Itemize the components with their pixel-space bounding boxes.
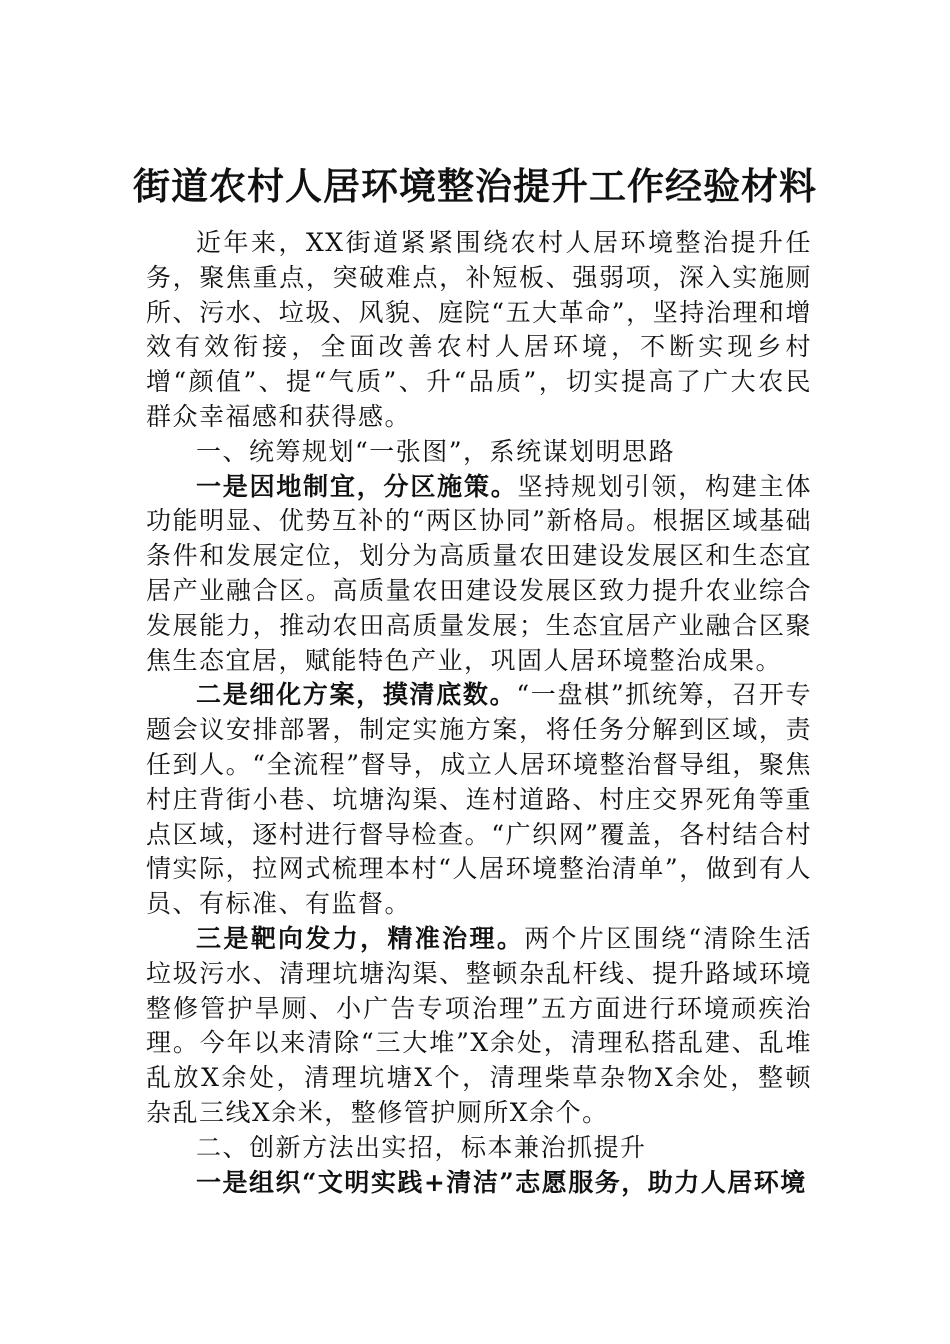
section-2-heading: 二、创新方法出实招，标本兼治抓提升: [196, 1132, 647, 1162]
intro-paragraph: 近年来，XX街道紧紧围绕农村人居环境整治提升任务，聚焦重点，突破难点，补短板、强弱项，深入实施厕所、污水、垃圾、风貌、庭院“五大革命”，坚持治理和增效有效衔接，全面改善农村人居环境，不断实现乡村增“颜值”、提“气质”、升“品质”，切实提高了广大农民群众幸福感和获得感。: [146, 228, 812, 431]
document-title: 街道农村人居环境整治提升工作经验材料: [133, 164, 817, 208]
section-2-item-1: [146, 1166, 812, 1201]
item-lead: 三是靶向发力，精准治理。: [196, 923, 525, 953]
section-1-item-2: [146, 678, 812, 922]
item-text: 坚持规划引领，构建主体功能明显、优势互补的“两区协同”新格局。根据区域基础条件和发展定位，划分为高质量农田建设发展区和生态宜居产业融合区。高质量农田建设发展区致力提升农业综合发展能力，推动农田高质量发展；生态宜居产业融合区聚焦生态宜居，赋能特色产业，巩固人居环境整治成果。: [146, 471, 812, 675]
document-body: [146, 226, 812, 1200]
item-text: 两个片区围绕“清除生活垃圾污水、清理坑塘沟渠、整顿杂乱杆线、提升路域环境整修管护旱厕、小广告专项治理”五方面进行环境顽疾治理。今年以来清除“三大堆”X余处，清理私搭乱建、乱堆乱放X余处，清理坑塘X个，清理柴草杂物X余处，整顿杂乱三线X余米，整修管护厕所X余个。: [146, 923, 812, 1127]
item-lead: 一是组织“文明实践+清洁”志愿服务，助力人居环境: [196, 1167, 807, 1197]
item-lead: 二是细化方案，摸清底数。: [196, 680, 517, 710]
item-lead: 一是因地制宜，分区施策。: [196, 471, 518, 501]
section-1-heading: 一、统筹规划“一张图”，系统谋划明思路: [196, 436, 676, 466]
section-1-item-3: [146, 922, 812, 1131]
section-1-item-1: [146, 470, 812, 679]
item-text: “一盘棋”抓统筹，召开专题会议安排部署，制定实施方案，将任务分解到区域，责任到人。“全流程”督导，成立人居环境整治督导组，聚焦村庄背街小巷、坑塘沟渠、连村道路、村庄交界死角等重点区域，逐村进行督导检查。“广织网”覆盖，各村结合村情实际，拉网式梳理本村“人居环境整治清单”，做到有人员、有标准、有监督。: [146, 680, 812, 919]
